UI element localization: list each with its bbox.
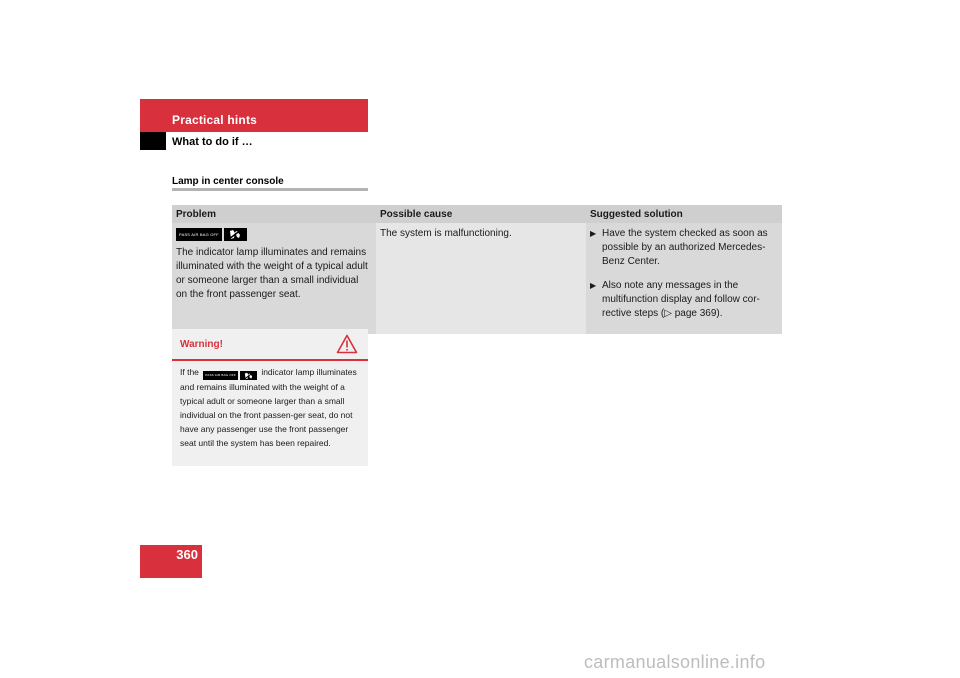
warning-text-rest: indicator lamp illuminates and remains illuminated with the weight of a typical adult or someone larger than a small individual on the front passen-ger seat, do not have any passenger use the front passenger seat until the system has been repaired. [180,367,357,448]
solution-text: Also note any messages in the multifunction display and follow cor-rective steps (▷ page 369). [602,280,760,319]
section-title: Lamp in center console [172,176,284,187]
solution-text: Have the system checked as soon as possible by an authorized Mercedes-Benz Center. [602,228,768,267]
warning-box [172,329,368,466]
header-subtitle: What to do if … [172,136,253,148]
page-number: 360 [176,547,198,562]
list-item [590,227,778,269]
warning-text-start: If the [180,367,199,377]
problem-cell [172,223,376,334]
header-marker [140,132,166,150]
triangle-right-icon: ▶ [590,229,597,238]
problem-text: The indicator lamp illuminates and remains illuminated with the weight of a typical adult or someone larger than a small individual on the front passenger seat. [176,247,368,300]
column-header-problem: Problem [172,205,376,223]
warning-header [172,329,368,361]
section-divider [172,188,368,191]
table-row [172,223,782,334]
pass-airbag-off-label: PASS AIR BAG OFF [176,228,222,241]
column-header-cause: Possible cause [376,205,586,223]
header-title: Practical hints [172,113,258,127]
warning-title: Warning! [180,338,223,350]
seat-airbag-off-icon [224,228,247,241]
list-item [590,279,778,321]
cause-text: The system is malfunctioning. [380,228,512,239]
watermark: carmanualsonline.info [584,652,766,672]
airbag-off-indicator-inline [203,371,257,380]
cause-cell [376,223,586,334]
seat-airbag-off-icon [240,371,257,380]
table-header-row [172,205,782,223]
troubleshooting-table [172,205,782,334]
triangle-right-icon: ▶ [590,281,597,290]
airbag-off-indicator [176,228,247,241]
solution-cell [586,223,782,334]
warning-triangle-icon [336,334,358,354]
pass-airbag-off-label: PASS AIR BAG OFF [203,371,238,380]
warning-text [172,361,368,450]
column-header-solution: Suggested solution [586,205,782,223]
